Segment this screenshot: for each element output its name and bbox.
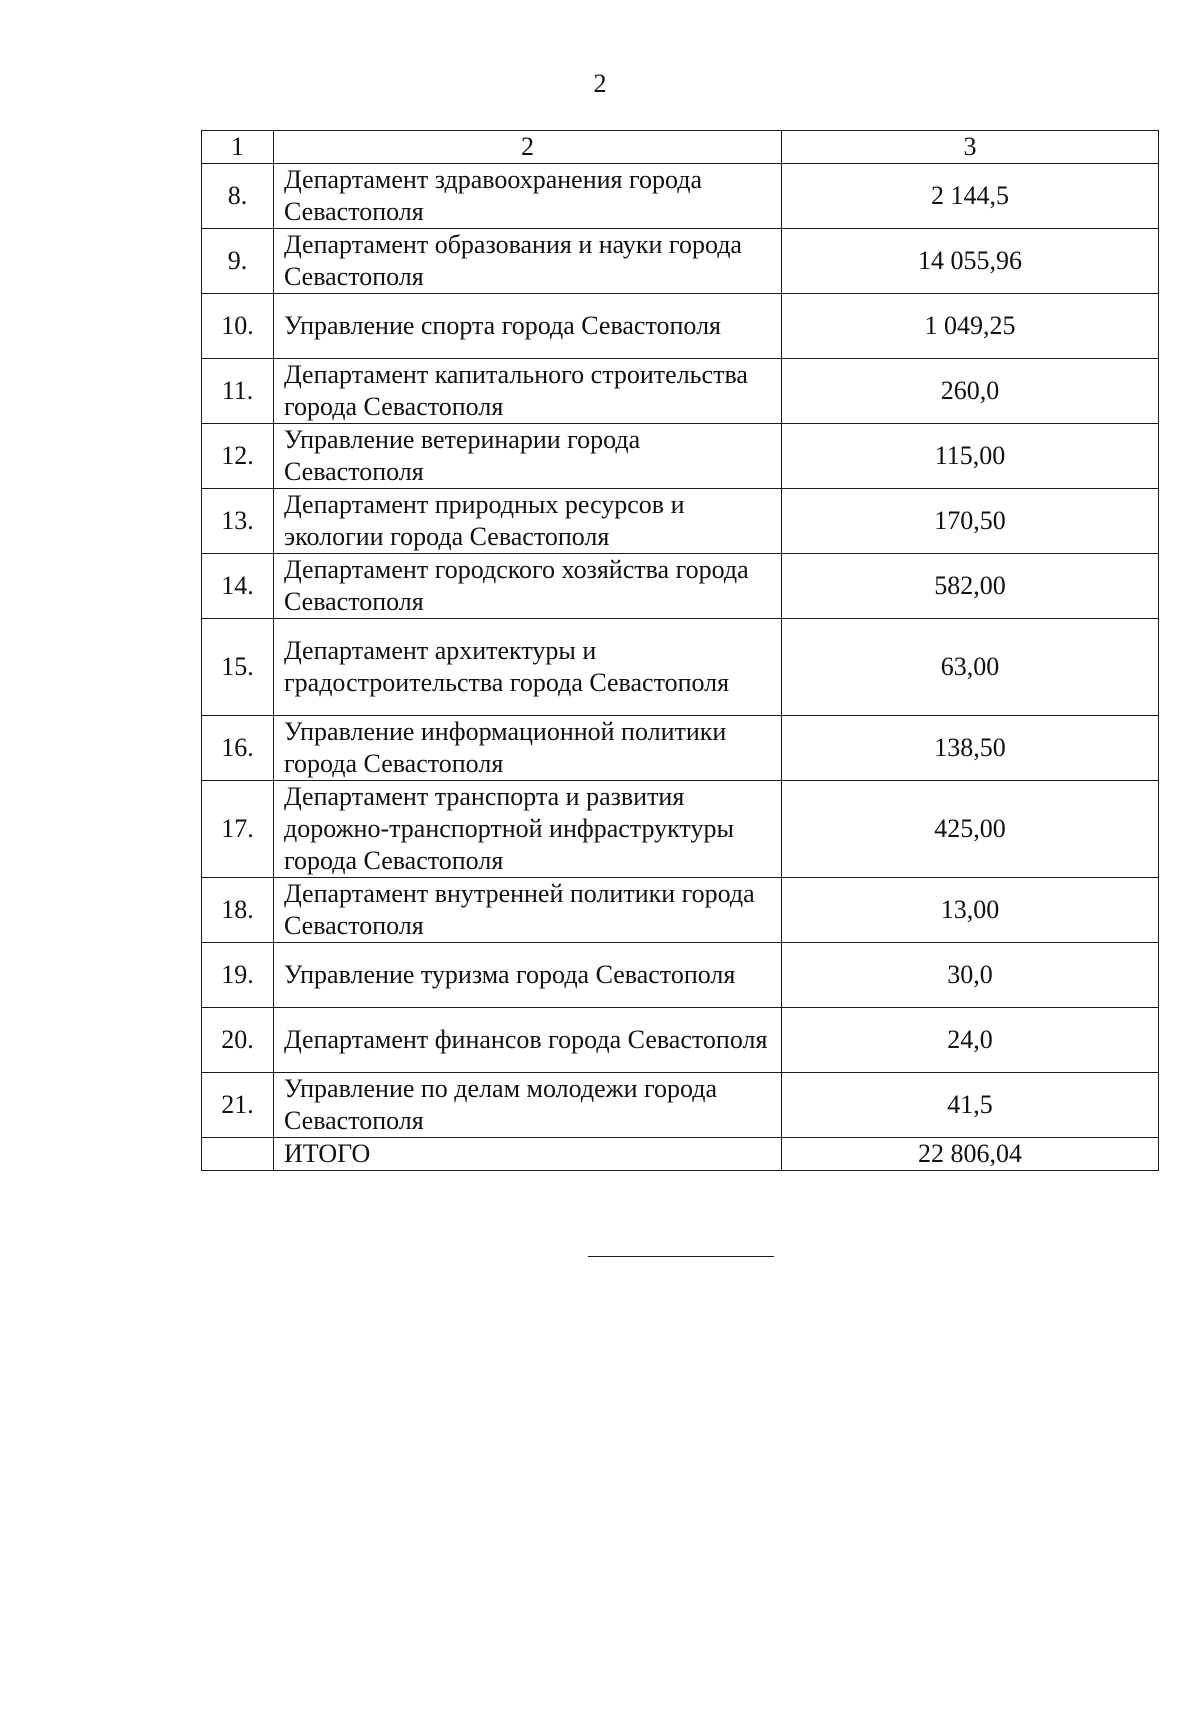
row-department-cell: Управление туризма города Севастополя <box>274 943 782 1008</box>
table-row <box>202 359 1159 424</box>
row-amount-cell: 2 144,5 <box>782 164 1159 229</box>
total-number-cell <box>202 1138 274 1171</box>
row-amount-cell: 582,00 <box>782 554 1159 619</box>
row-department-cell: Управление по делам молодежи города Севастополя <box>274 1073 782 1138</box>
row-number-cell: 12. <box>202 424 274 489</box>
header-cell-name: 2 <box>274 131 782 164</box>
row-amount-cell: 115,00 <box>782 424 1159 489</box>
row-department-cell: Департамент здравоохранения города Севастополя <box>274 164 782 229</box>
table-row <box>202 716 1159 781</box>
row-department-cell: Управление ветеринарии города Севастополя <box>274 424 782 489</box>
row-department-cell: Управление информационной политики города Севастополя <box>274 716 782 781</box>
row-number-cell: 14. <box>202 554 274 619</box>
row-amount-cell: 41,5 <box>782 1073 1159 1138</box>
row-amount-cell: 1 049,25 <box>782 294 1159 359</box>
total-amount-cell: 22 806,04 <box>782 1138 1159 1171</box>
row-department-cell: Департамент природных ресурсов и экологии города Севастополя <box>274 489 782 554</box>
row-number-cell: 10. <box>202 294 274 359</box>
total-label-cell: ИТОГО <box>274 1138 782 1171</box>
table-body <box>202 131 1159 1171</box>
row-amount-cell: 24,0 <box>782 1008 1159 1073</box>
row-number-cell: 9. <box>202 229 274 294</box>
row-number-cell: 21. <box>202 1073 274 1138</box>
row-number-cell: 19. <box>202 943 274 1008</box>
row-amount-cell: 13,00 <box>782 878 1159 943</box>
row-amount-cell: 170,50 <box>782 489 1159 554</box>
row-amount-cell: 14 055,96 <box>782 229 1159 294</box>
row-number-cell: 15. <box>202 619 274 716</box>
table-row <box>202 424 1159 489</box>
row-department-cell: Департамент образования и науки города Севастополя <box>274 229 782 294</box>
row-department-cell: Департамент финансов города Севастополя <box>274 1008 782 1073</box>
row-number-cell: 13. <box>202 489 274 554</box>
row-amount-cell: 138,50 <box>782 716 1159 781</box>
table-header-row <box>202 131 1159 164</box>
row-department-cell: Департамент внутренней политики города Севастополя <box>274 878 782 943</box>
row-number-cell: 11. <box>202 359 274 424</box>
row-department-cell: Департамент архитектуры и градостроительства города Севастополя <box>274 619 782 716</box>
table-row <box>202 943 1159 1008</box>
table-row <box>202 229 1159 294</box>
row-department-cell: Департамент транспорта и развития дорожно-транспортной инфраструктуры города Севастополя <box>274 781 782 878</box>
row-amount-cell: 30,0 <box>782 943 1159 1008</box>
table-row <box>202 1008 1159 1073</box>
row-number-cell: 8. <box>202 164 274 229</box>
table-row <box>202 294 1159 359</box>
row-number-cell: 16. <box>202 716 274 781</box>
table-row <box>202 554 1159 619</box>
table-row <box>202 878 1159 943</box>
table-total-row <box>202 1138 1159 1171</box>
table-row <box>202 619 1159 716</box>
row-amount-cell: 63,00 <box>782 619 1159 716</box>
table-row <box>202 489 1159 554</box>
row-department-cell: Управление спорта города Севастополя <box>274 294 782 359</box>
row-number-cell: 18. <box>202 878 274 943</box>
header-cell-value: 3 <box>782 131 1159 164</box>
table-row <box>202 781 1159 878</box>
budget-table <box>201 130 1159 1171</box>
page-number: 2 <box>593 69 607 98</box>
row-number-cell: 20. <box>202 1008 274 1073</box>
row-number-cell: 17. <box>202 781 274 878</box>
table-row <box>202 1073 1159 1138</box>
row-department-cell: Департамент капитального строительства города Севастополя <box>274 359 782 424</box>
table-row <box>202 164 1159 229</box>
row-department-cell: Департамент городского хозяйства города Севастополя <box>274 554 782 619</box>
closing-rule <box>588 1256 774 1257</box>
row-amount-cell: 260,0 <box>782 359 1159 424</box>
row-amount-cell: 425,00 <box>782 781 1159 878</box>
header-cell-number: 1 <box>202 131 274 164</box>
